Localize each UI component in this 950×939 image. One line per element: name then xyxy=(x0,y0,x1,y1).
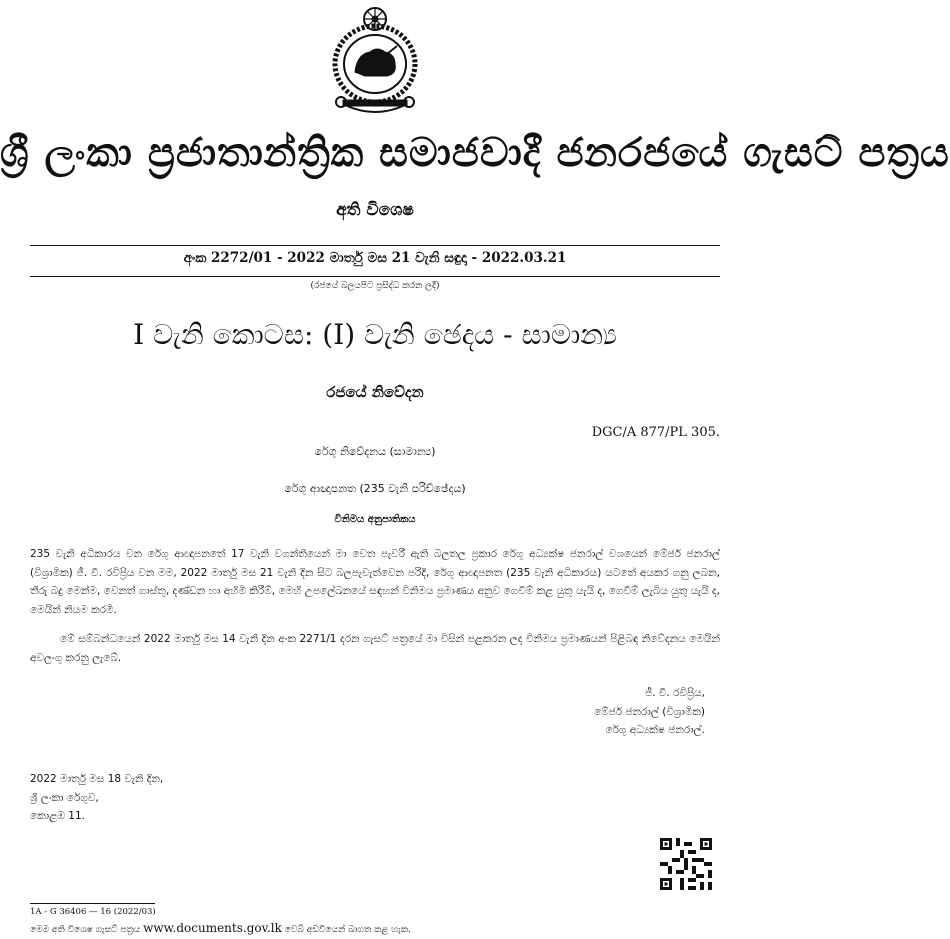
footer-note xyxy=(30,921,411,935)
header-divider-top xyxy=(30,245,720,246)
part-heading: I වැනි කොටස: (I) වැනි ඡෙදය - සාමාන්‍ය xyxy=(133,318,617,351)
reference-number: DGC/A 877/PL 305. xyxy=(591,425,720,440)
notice-paragraph-1: 235 වැනි අධිකාරය වන රේගු ආඥාපනතේ 17 වැනි වගන්තියෙන් මා වෙත පැවරී ඇති බලතල ප්‍රකාර රේගු අධ්‍යක්ෂ ජනරාල් වශයෙන් මේජර් ජනරාල් (විශ්‍රාමික) ජී. වී. රවිප්‍රිය වන මම, 2022 මාර්තු මස 21 වැනි දින සිට බලපැවැත්වෙන පරිදි, රේගු ආඥාපනත (235 වැනි අධිකාරය) යටතේ අයකර ගනු ලබන, තීරු බදු මෙන්ම, වෙනත් ගාස්තු, දණ්ඩන හා අහිමි කිරීම්, මෙහි උපලේඛනයේ සඳහන් විනිමය ප්‍රමාණය අනුව ගෙවීම් කළ යුතු යැයි ද, ගෙවීම් ලැබිය යුතු යැයි ද, මෙයින් නියම කරමි. xyxy=(30,548,720,616)
footer-divider xyxy=(30,903,155,904)
signature-block xyxy=(470,684,705,740)
published-by-note: (රජයේ බලයපිට ප්‍රසිද්ධ කරන ලදී) xyxy=(310,281,440,291)
exchange-rate-heading: විනිමය අනුපාතිකය xyxy=(334,514,416,525)
notice-heading: රේගු නිවේදනය (සාමාන්‍ය) xyxy=(314,445,436,458)
footer-url-link[interactable]: www.documents.gov.lk xyxy=(143,921,282,935)
ordinance-heading: රේගු ආඥාපනත (235 වැනි පරිච්ඡේදය) xyxy=(284,482,466,495)
signatory-name: ජී. වී. රවිප්‍රිය, xyxy=(645,687,705,699)
national-emblem-icon xyxy=(325,2,425,120)
notice-paragraph-2: මේ සම්බන්ධයෙන් 2022 මාර්තු මස 14 වැනි දින අංක 2271/1 දරන ගැසට් පත්‍රයේ මා විසින් පළකරන ලද විනිමය ප්‍රමාණයන් පිළිබඳ නිවේදනය මෙයින් අවලංගු කරනු ලැබේ. xyxy=(30,633,720,664)
header-divider-bottom xyxy=(30,276,720,277)
footer-text-before: මෙම අති විශෙෂ ගැසට් පත්‍රය xyxy=(30,925,141,935)
section-heading: රජයේ නිවේදන xyxy=(326,383,424,401)
signatory-rank: මේජර් ජනරාල් (විශ්‍රාමික) xyxy=(593,705,705,718)
notice-office: ශ්‍රී ලංකා රේගුව, xyxy=(30,791,99,804)
issue-line: අංක 2272/01 - 2022 මාර්තු මස 21 වැනි සඳුදා - 2022.03.21 xyxy=(183,250,567,266)
gazette-title: ශ්‍රී ලංකා ප්‍රජාතාන්ත්‍රික සමාජවාදී ජනරජයේ ගැසට් පත්‍රය xyxy=(0,130,950,176)
date-place-block xyxy=(30,770,163,826)
gazette-subtitle: අති විශෙෂ xyxy=(336,200,414,220)
footer-text-after: වෙබ් අඩවියෙන් බාගත කළ හැක. xyxy=(284,925,411,935)
signatory-title: රේගු අධ්‍යක්ෂ ජනරාල්. xyxy=(605,724,705,736)
notice-city: කොළඹ 11. xyxy=(30,810,85,822)
qr-code-icon xyxy=(660,838,712,890)
notice-date: 2022 මාර්තු මස 18 වැනි දින, xyxy=(30,773,164,785)
print-code: 1A - G 36406 — 16 (2022/03) xyxy=(30,907,156,917)
